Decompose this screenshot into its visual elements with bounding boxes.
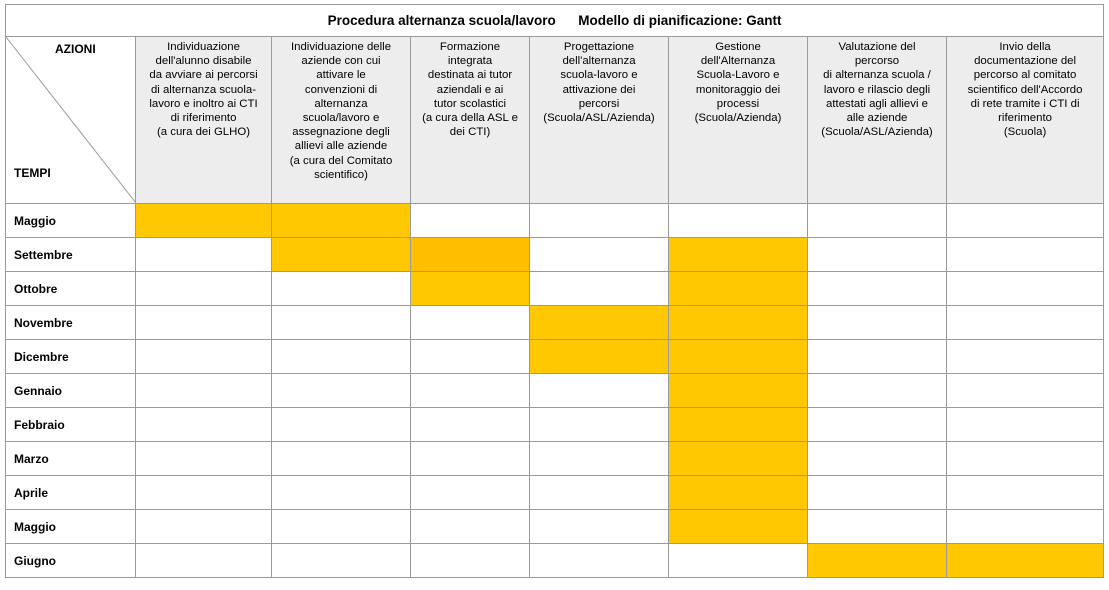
- gantt-empty-cell: [808, 204, 947, 238]
- gantt-empty-cell: [136, 340, 272, 374]
- gantt-empty-cell: [808, 408, 947, 442]
- gantt-empty-cell: [947, 306, 1104, 340]
- table-row: [6, 476, 1104, 510]
- month-label: Giugno: [6, 544, 136, 578]
- corner-header: [6, 37, 136, 204]
- azioni-label: AZIONI: [55, 42, 96, 56]
- action-header-1: Individuazione dell'alunno disabile da avviare ai percorsi di alternanza scuola- lavoro e inoltro ai CTI di riferimento (a cura dei GLHO): [136, 37, 272, 204]
- gantt-empty-cell: [808, 510, 947, 544]
- gantt-empty-cell: [947, 476, 1104, 510]
- gantt-empty-cell: [808, 340, 947, 374]
- gantt-empty-cell: [136, 442, 272, 476]
- table-row: [6, 204, 1104, 238]
- gantt-table: [5, 4, 1104, 578]
- table-row: [6, 544, 1104, 578]
- gantt-empty-cell: [947, 408, 1104, 442]
- gantt-empty-cell: [272, 408, 411, 442]
- tempi-label: TEMPI: [14, 166, 51, 180]
- action-header-5: Gestione dell'Alternanza Scuola-Lavoro e monitoraggio dei processi (Scuola/Azienda): [669, 37, 808, 204]
- action-header-3: Formazione integrata destinata ai tutor aziendali e ai tutor scolastici (a cura della ASL e dei CTI): [411, 37, 530, 204]
- table-row: [6, 306, 1104, 340]
- gantt-empty-cell: [669, 544, 808, 578]
- gantt-empty-cell: [947, 238, 1104, 272]
- gantt-bar-cell: [272, 204, 411, 238]
- gantt-bar-cell: [411, 272, 530, 306]
- action-header-4: Progettazione dell'alternanza scuola-lavoro e attivazione dei percorsi (Scuola/ASL/Azienda): [530, 37, 669, 204]
- gantt-empty-cell: [530, 374, 669, 408]
- month-label: Maggio: [6, 510, 136, 544]
- gantt-empty-cell: [272, 374, 411, 408]
- gantt-empty-cell: [136, 408, 272, 442]
- gantt-empty-cell: [272, 510, 411, 544]
- table-row: [6, 510, 1104, 544]
- gantt-empty-cell: [808, 442, 947, 476]
- table-row: [6, 272, 1104, 306]
- month-label: Novembre: [6, 306, 136, 340]
- gantt-empty-cell: [530, 408, 669, 442]
- gantt-bar-cell: [808, 544, 947, 578]
- gantt-empty-cell: [947, 272, 1104, 306]
- gantt-empty-cell: [669, 204, 808, 238]
- gantt-empty-cell: [947, 442, 1104, 476]
- gantt-bar-cell: [669, 408, 808, 442]
- month-label: Settembre: [6, 238, 136, 272]
- table-row: [6, 374, 1104, 408]
- gantt-bar-cell: [136, 204, 272, 238]
- gantt-empty-cell: [808, 306, 947, 340]
- gantt-empty-cell: [411, 510, 530, 544]
- gantt-empty-cell: [136, 374, 272, 408]
- table-row: [6, 408, 1104, 442]
- gantt-bar-cell: [411, 238, 530, 272]
- gantt-empty-cell: [411, 204, 530, 238]
- gantt-empty-cell: [947, 340, 1104, 374]
- gantt-bar-cell: [669, 374, 808, 408]
- table-row: [6, 442, 1104, 476]
- action-header-6: Valutazione del percorso di alternanza scuola / lavoro e rilascio degli attestati agli allievi e alle aziende (Scuola/ASL/Azienda): [808, 37, 947, 204]
- gantt-empty-cell: [947, 374, 1104, 408]
- document-title: Procedura alternanza scuola/lavoro Modello di pianificazione: Gantt: [6, 5, 1104, 37]
- gantt-empty-cell: [530, 510, 669, 544]
- gantt-empty-cell: [411, 544, 530, 578]
- gantt-bar-cell: [669, 476, 808, 510]
- month-label: Marzo: [6, 442, 136, 476]
- action-header-7: Invio della documentazione del percorso al comitato scientifico dell'Accordo di rete tramite i CTI di riferimento (Scuola): [947, 37, 1104, 204]
- gantt-empty-cell: [272, 442, 411, 476]
- gantt-bar-cell: [530, 340, 669, 374]
- table-row: [6, 340, 1104, 374]
- gantt-empty-cell: [530, 204, 669, 238]
- month-label: Maggio: [6, 204, 136, 238]
- gantt-empty-cell: [947, 510, 1104, 544]
- gantt-bar-cell: [530, 306, 669, 340]
- gantt-empty-cell: [947, 204, 1104, 238]
- gantt-empty-cell: [136, 272, 272, 306]
- gantt-empty-cell: [272, 272, 411, 306]
- gantt-empty-cell: [411, 374, 530, 408]
- gantt-empty-cell: [136, 476, 272, 510]
- gantt-empty-cell: [530, 238, 669, 272]
- gantt-empty-cell: [530, 544, 669, 578]
- table-row: [6, 238, 1104, 272]
- gantt-bar-cell: [947, 544, 1104, 578]
- gantt-empty-cell: [530, 272, 669, 306]
- gantt-empty-cell: [272, 544, 411, 578]
- gantt-bar-cell: [669, 510, 808, 544]
- gantt-empty-cell: [136, 544, 272, 578]
- gantt-empty-cell: [272, 306, 411, 340]
- gantt-empty-cell: [411, 442, 530, 476]
- gantt-empty-cell: [272, 340, 411, 374]
- gantt-empty-cell: [808, 374, 947, 408]
- gantt-empty-cell: [411, 408, 530, 442]
- gantt-empty-cell: [136, 510, 272, 544]
- gantt-bar-cell: [669, 340, 808, 374]
- gantt-empty-cell: [272, 476, 411, 510]
- gantt-empty-cell: [530, 476, 669, 510]
- month-label: Gennaio: [6, 374, 136, 408]
- month-label: Ottobre: [6, 272, 136, 306]
- month-label: Febbraio: [6, 408, 136, 442]
- gantt-bar-cell: [669, 306, 808, 340]
- gantt-empty-cell: [136, 306, 272, 340]
- action-header-2: Individuazione delle aziende con cui attivare le convenzioni di alternanza scuola/lavoro e assegnazione degli allievi alle aziende (a cura del Comitato scientifico): [272, 37, 411, 204]
- month-label: Dicembre: [6, 340, 136, 374]
- gantt-empty-cell: [411, 306, 530, 340]
- gantt-bar-cell: [669, 272, 808, 306]
- gantt-empty-cell: [808, 272, 947, 306]
- gantt-bar-cell: [669, 238, 808, 272]
- gantt-empty-cell: [808, 476, 947, 510]
- gantt-empty-cell: [411, 340, 530, 374]
- gantt-empty-cell: [808, 238, 947, 272]
- month-label: Aprile: [6, 476, 136, 510]
- gantt-empty-cell: [136, 238, 272, 272]
- gantt-empty-cell: [411, 476, 530, 510]
- gantt-bar-cell: [669, 442, 808, 476]
- gantt-bar-cell: [272, 238, 411, 272]
- gantt-empty-cell: [530, 442, 669, 476]
